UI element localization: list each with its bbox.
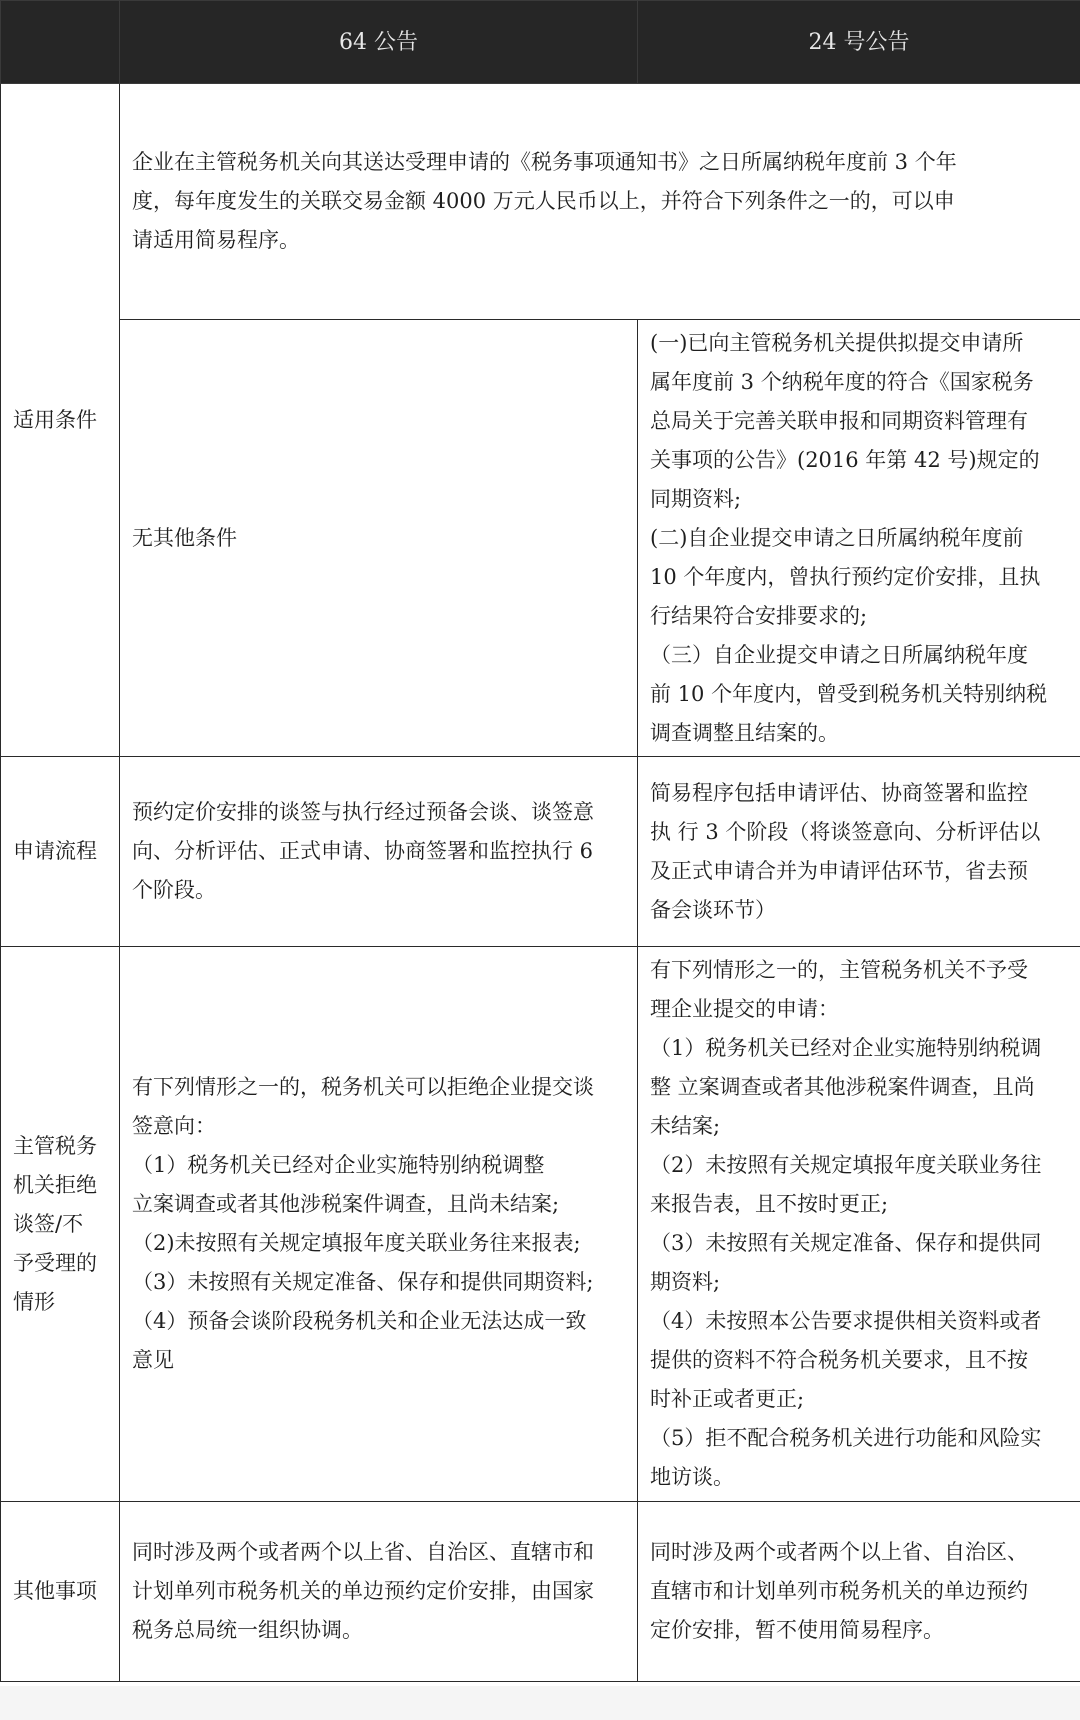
- text-line: 同期资料;: [650, 486, 742, 511]
- text-line: 度，每年度发生的关联交易金额 4000 万元人民币以上，并符合下列条件之一的，可以申: [132, 189, 955, 213]
- row-label-applicable: 适用条件: [1, 84, 120, 757]
- text-line: 提供的资料不符合税务机关要求，且不按: [650, 1348, 1028, 1372]
- text-line: 有下列情形之一的，税务机关可以拒绝企业提交谈: [132, 1075, 594, 1099]
- label-line: 谈签/不: [13, 1211, 84, 1236]
- text-line: 前 10 个年度内，曾受到税务机关特别纳税: [650, 681, 1048, 706]
- text-line: （3）未按照有关规定准备、保存和提供同: [650, 1231, 1042, 1255]
- label-line: 情形: [13, 1289, 55, 1314]
- text-line: 来报告表，且不按时更正;: [650, 1192, 889, 1216]
- text-line: （2）未按照有关规定填报年度关联业务往: [650, 1153, 1042, 1177]
- rejection-24-cell: [638, 947, 1080, 1502]
- rejection-64-cell: [120, 947, 638, 1502]
- label-line: 予受理的: [13, 1250, 97, 1275]
- text-line: 同时涉及两个或者两个以上省、自治区、直辖市和: [132, 1540, 594, 1564]
- text-line: 调查调整且结案的。: [650, 720, 839, 745]
- row-applicable-extra: [1, 320, 1080, 757]
- text-line: 签意向：: [132, 1114, 216, 1138]
- header-corner-cell: [1, 1, 120, 84]
- row-label-process: 申请流程: [1, 757, 120, 947]
- text-line: 计划单列市税务机关的单边预约定价安排，由国家: [132, 1579, 594, 1603]
- text-line: 行结果符合安排要求的;: [650, 603, 868, 628]
- row-label-rejection: [1, 947, 120, 1502]
- text-line: 预约定价安排的谈签与执行经过预备会谈、谈签意: [132, 800, 594, 824]
- header-row: [1, 1, 1080, 84]
- row-other: [1, 1502, 1080, 1682]
- text-line: 向、分析评估、正式申请、协商签署和监控执行 6: [132, 839, 594, 863]
- text-line: 备会谈环节）: [650, 897, 776, 922]
- text-line: 税务总局统一组织协调。: [132, 1618, 363, 1642]
- text-line: (一)已向主管税务机关提供拟提交申请所: [650, 330, 1024, 355]
- footer-bar: [0, 1686, 1080, 1720]
- row-applicable-shared: [1, 84, 1080, 320]
- other-64-cell: [120, 1502, 638, 1682]
- text-line: 关事项的公告》(2016 年第 42 号)规定的: [650, 447, 1040, 472]
- text-line: 企业在主管税务机关向其送达受理申请的《税务事项通知书》之日所属纳税年度前 3 个年: [132, 150, 957, 174]
- text-line: 立案调查或者其他涉税案件调查，且尚未结案;: [132, 1192, 560, 1216]
- row-process: [1, 757, 1080, 947]
- applicable-common-text: [120, 84, 1080, 320]
- text-line: (二)自企业提交申请之日所属纳税年度前: [650, 525, 1024, 550]
- process-64-cell: [120, 757, 638, 947]
- text-line: （三）自企业提交申请之日所属纳税年度: [650, 642, 1028, 667]
- row-label-other: 其他事项: [1, 1502, 120, 1682]
- text-line: 总局关于完善关联申报和同期资料管理有: [650, 408, 1028, 433]
- row-rejection: [1, 947, 1080, 1502]
- label-line: 主管税务: [13, 1133, 97, 1158]
- process-24-cell: [638, 757, 1080, 947]
- text-line: 直辖市和计划单列市税务机关的单边预约: [650, 1579, 1028, 1603]
- text-line: 定价安排，暂不使用简易程序。: [650, 1618, 944, 1642]
- text-line: 未结案;: [650, 1114, 721, 1138]
- text-line: 执 行 3 个阶段（将谈签意向、分析评估以: [650, 819, 1041, 844]
- applicable-24-cell: [638, 320, 1080, 757]
- text-line: 时补正或者更正;: [650, 1387, 805, 1411]
- text-line: （2)未按照有关规定填报年度关联业务往来报表;: [132, 1231, 581, 1255]
- label-line: 机关拒绝: [13, 1172, 97, 1197]
- text-line: （3）未按照有关规定准备、保存和提供同期资料;: [132, 1270, 594, 1294]
- header-24-announcement: 24 号公告: [638, 1, 1080, 84]
- text-line: 有下列情形之一的，主管税务机关不予受: [650, 958, 1028, 982]
- text-line: （1）税务机关已经对企业实施特别纳税调整: [132, 1153, 545, 1177]
- text-line: （1）税务机关已经对企业实施特别纳税调: [650, 1036, 1042, 1060]
- other-24-cell: [638, 1502, 1080, 1682]
- text-line: 简易程序包括申请评估、协商签署和监控: [650, 780, 1028, 805]
- text-line: 个阶段。: [132, 878, 216, 902]
- applicable-64-cell: 无其他条件: [120, 320, 638, 757]
- text-line: （5）拒不配合税务机关进行功能和风险实: [650, 1426, 1042, 1450]
- text-line: 理企业提交的申请：: [650, 997, 839, 1021]
- header-64-announcement: 64 公告: [120, 1, 638, 84]
- text-line: （4）未按照本公告要求提供相关资料或者: [650, 1309, 1042, 1333]
- text-line: 属年度前 3 个纳税年度的符合《国家税务: [650, 369, 1034, 394]
- text-line: 整 立案调查或者其他涉税案件调查，且尚: [650, 1075, 1035, 1099]
- text-line: 请适用简易程序。: [132, 228, 300, 252]
- text-line: 意见: [132, 1348, 174, 1372]
- text-line: 10 个年度内，曾执行预约定价安排，且执: [650, 564, 1041, 589]
- text-line: 同时涉及两个或者两个以上省、自治区、: [650, 1540, 1028, 1564]
- text-line: （4）预备会谈阶段税务机关和企业无法达成一致: [132, 1309, 587, 1333]
- text-line: 及正式申请合并为申请评估环节，省去预: [650, 858, 1028, 883]
- text-line: 期资料;: [650, 1270, 721, 1294]
- text-line: 地访谈。: [650, 1465, 734, 1489]
